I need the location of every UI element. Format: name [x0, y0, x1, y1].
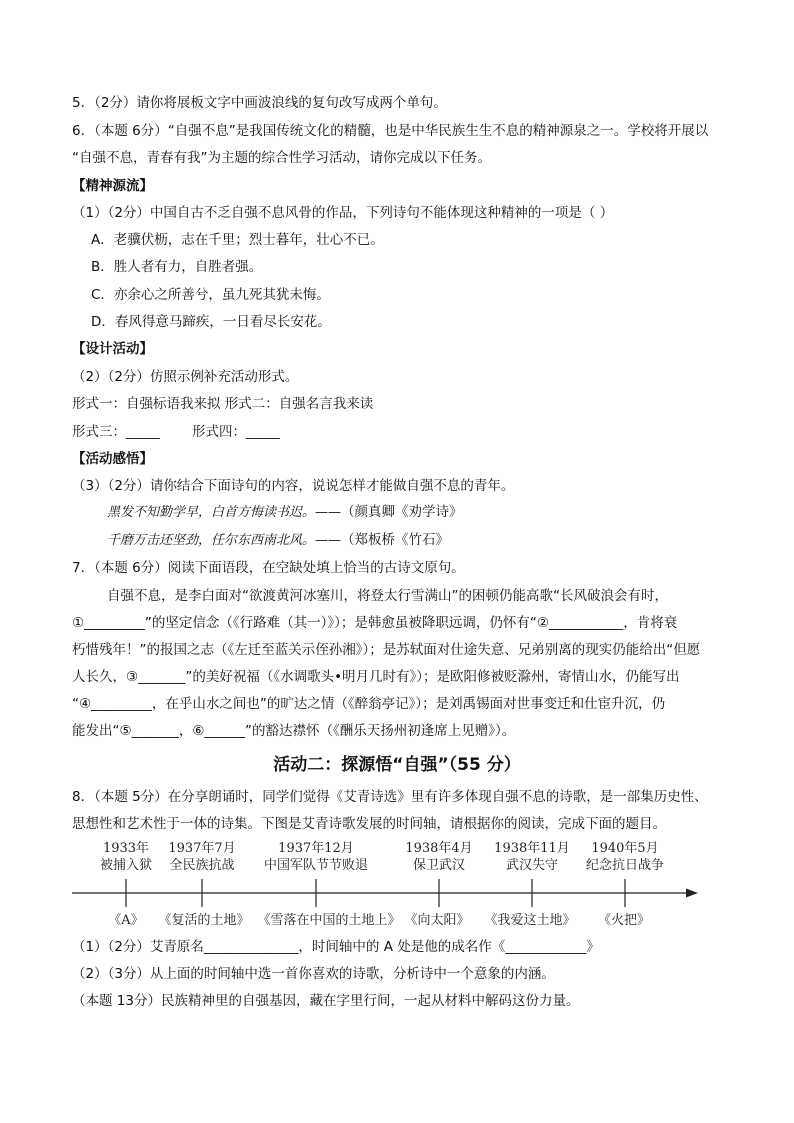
question-6-line-2: “自强不息，青春有我”为主题的综合性学习活动，请你完成以下任务。	[72, 150, 491, 166]
section-spirit-origin: 【精神源流】	[72, 178, 153, 194]
timeline-poem: 《雪落在中国的土地上》	[257, 913, 401, 928]
option-c: C．亦余心之所善兮，虽九死其犹未悔。	[91, 287, 330, 303]
poetry-timeline	[0, 836, 794, 930]
question-8-line-1: 8．（本题 5分）在分享朗诵时，同学们觉得《艾青诗选》里有许多体现自强不息的诗歌，是一部集历史性、	[72, 789, 708, 805]
question-6-sub-2: （2）（2分）仿照示例补充活动形式。	[72, 369, 299, 385]
question-7-para-4: 人长久，③_______”的美好祝福（《水调歌头•明月几时有》）；是欧阳修被贬滁州，寄情山水，仍能写出	[72, 669, 680, 685]
question-9: （本题 13分）民族精神里的自强基因，藏在字里行间，一起从材料中解码这份力量。	[72, 993, 580, 1009]
timeline-event: 纪念抗日战争	[585, 858, 665, 873]
form-3: 形式三：_____	[72, 424, 160, 440]
timeline-poem: 《复活的土地》	[158, 913, 250, 928]
option-d: D．春风得意马蹄疾，一日看尽长安花。	[91, 314, 331, 330]
question-5: 5．（2分）请你将展板文字中画波浪线的复句改写成两个单句。	[72, 95, 447, 111]
question-7-para-1: 自强不息，是李白面对“欲渡黄河冰塞川，将登太行雪满山”的困顿仍能高歌“长风破浪会有时，	[107, 588, 668, 604]
question-7-line-1: 7．（本题 6分）阅读下面语段，在空缺处填上恰当的古诗文原句。	[72, 560, 465, 576]
timeline-poem: 《A》	[108, 913, 144, 928]
poem-1-text: 黑发不知勤学早，白首方悔读书迟。——	[107, 505, 342, 520]
question-6-sub-3: （3）（2分）请你结合下面诗句的内容，说说怎样才能做自强不息的青年。	[72, 478, 515, 494]
question-8-sub-2: （2）（3分）从上面的时间轴中选一首你喜欢的诗歌，分析诗中一个意象的内涵。	[72, 966, 555, 982]
timeline-event: 被捕入狱	[99, 858, 153, 873]
timeline-event: 全民族抗战	[169, 858, 235, 873]
timeline-arrow-icon	[686, 889, 698, 898]
timeline-poem: 《向太阳》	[404, 913, 470, 928]
poem-2-text: 千磨万击还坚劲，任尔东西南北风。——	[107, 533, 342, 548]
question-7-para-6: 能发出“⑤_______，⑥______”的豁达襟怀（《酬乐天扬州初逢席上见赠》）。	[72, 723, 516, 739]
timeline-date: 1937年7月	[168, 841, 236, 856]
timeline-date: 1938年4月	[405, 841, 473, 856]
option-b: B．胜人者有力，自胜者强。	[91, 259, 263, 275]
poem-1-source: （颜真卿《劝学诗》	[341, 504, 463, 520]
timeline-event: 中国军队节节败退	[263, 858, 369, 873]
form-1-2: 形式一：自强标语我来拟 形式二：自强名言我来读	[72, 396, 374, 412]
poem-line-2	[107, 531, 449, 550]
activity-2-heading: 活动二：探源悟“自强”（55 分）	[273, 755, 521, 775]
option-a: A．老骥伏枥，志在千里；烈士暮年，壮心不已。	[91, 232, 384, 248]
question-7-para-2: ①_________”的坚定信念（《行路难（其一）》）；是韩愈虽被降职远调，仍怀有“②___________，肯将衰	[72, 615, 678, 631]
timeline-date: 1938年11月	[494, 841, 570, 856]
question-8-line-2: 思想性和艺术性于一体的诗集。下图是艾青诗歌发展的时间轴，请根据你的阅读，完成下面的题目。	[72, 816, 666, 832]
timeline-event: 保卫武汉	[412, 858, 466, 873]
question-6-line-1: 6．（本题 6分）“自强不息”是我国传统文化的精髓，也是中华民族生生不息的精神源泉之一。学校将开展以	[72, 123, 709, 139]
timeline-event: 武汉失守	[505, 858, 559, 873]
timeline-poem: 《我爱这土地》	[484, 913, 576, 928]
question-7-para-5: “④_________，在乎山水之间也”的旷达之情（《醉翁亭记》）；是刘禹锡面对世事变迁和仕宦升沉，仍	[72, 696, 666, 712]
section-design-activity: 【设计活动】	[72, 341, 153, 357]
timeline-date: 1937年12月	[278, 841, 354, 856]
question-6-sub-1: （1）（2分）中国自古不乏自强不息风骨的作品，下列诗句不能体现这种精神的一项是（ ）	[72, 205, 614, 221]
form-4: 形式四：_____	[192, 424, 280, 440]
question-8-sub-1: （1）（2分）艾青原名______________，时间轴中的 A 处是他的成名作《____________》	[72, 939, 600, 955]
poem-line-1	[107, 503, 463, 522]
timeline-date: 1940年5月	[591, 841, 659, 856]
section-activity-reflection: 【活动感悟】	[72, 451, 153, 467]
question-7-para-3: 朽惜残年！”的报国之志（《左迁至蓝关示侄孙湘》）；是苏轼面对仕途失意、兄弟别离的现实仍能给出“但愿	[72, 642, 701, 658]
timeline-poem: 《火把》	[597, 913, 651, 928]
poem-2-source: （郑板桥《竹石》	[341, 532, 450, 548]
timeline-date: 1933年	[102, 841, 150, 856]
